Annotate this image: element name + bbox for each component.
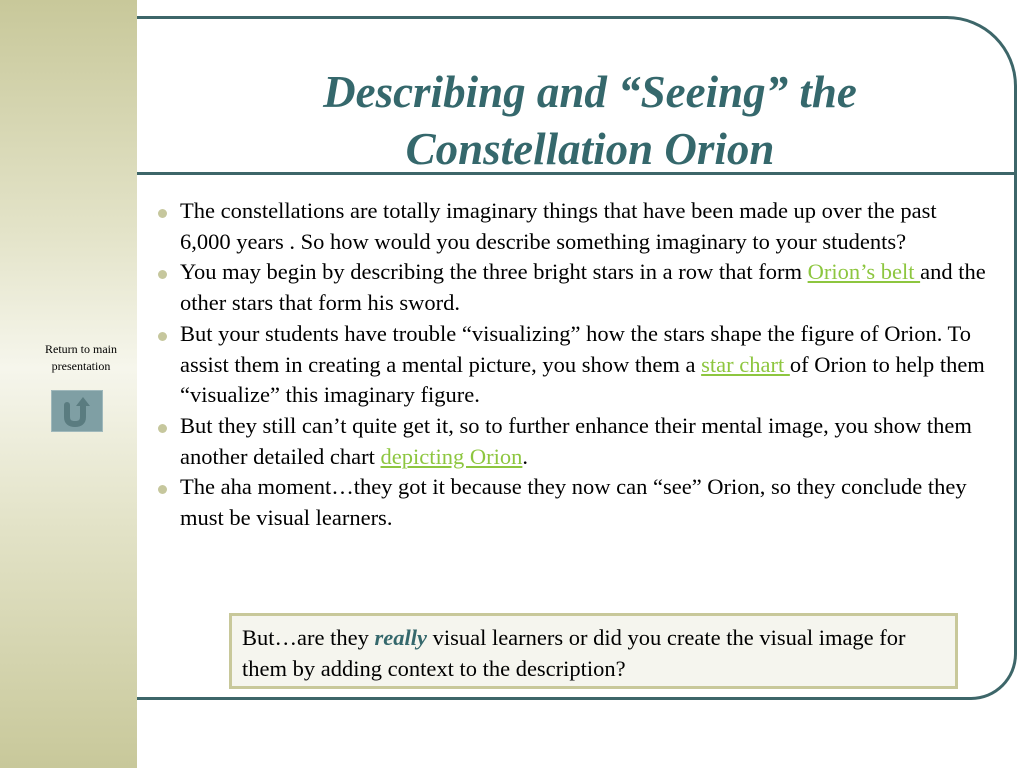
return-to-main-button[interactable] <box>51 390 103 432</box>
bullet-item <box>156 319 986 411</box>
bullet-text: of Orion to help them “visualize” this imaginary figure. <box>180 351 985 408</box>
sidebar-panel <box>0 0 137 768</box>
u-turn-arrow-icon <box>52 391 102 431</box>
bullet-item <box>156 257 986 318</box>
bullet-dot-icon <box>158 332 167 341</box>
bullet-dot-icon <box>158 270 167 279</box>
bullet-text: You may begin by describing the three bright stars in a row that form <box>180 259 808 285</box>
bullet-text: But they still can’t quite get it, so to further enhance their mental image, you show them another detailed chart <box>180 412 972 469</box>
depicting-orion-link[interactable]: depicting Orion <box>380 443 523 469</box>
callout-box <box>229 613 958 689</box>
page-title <box>200 64 980 178</box>
callout-text: visual learners or did you create the visual image for them by adding context to the description? <box>242 625 906 681</box>
title-line-2: Constellation Orion <box>405 124 775 174</box>
return-label: Return to main presentation <box>45 342 117 373</box>
bullet-item <box>156 411 986 472</box>
bullet-item <box>156 196 986 257</box>
callout-emphasis: really <box>374 625 427 650</box>
callout-text: But…are they <box>242 625 375 650</box>
orions-belt-link[interactable]: Orion’s belt <box>807 259 921 285</box>
bullet-item <box>156 472 986 533</box>
bullet-text: But your students have trouble “visualizing” how the stars shape the figure of Orion. To assist them in creating a mental picture, you show them a <box>180 320 971 377</box>
bullet-text: The aha moment…they got it because they now can “see” Orion, so they conclude they must be visual learners. <box>180 474 967 531</box>
title-line-1: Describing and “Seeing” the <box>323 67 857 117</box>
bullet-text: . <box>522 443 529 469</box>
bullet-dot-icon <box>158 424 167 433</box>
star-chart-link[interactable]: star chart <box>701 351 790 377</box>
bullet-list <box>156 196 986 534</box>
bullet-text: The constellations are totally imaginary things that have been made up over the past 6,000 years . So how would you describe something imaginary to your students? <box>180 198 937 254</box>
bullet-dot-icon <box>158 485 167 494</box>
bullet-dot-icon <box>158 209 167 218</box>
bullet-text: and the other stars that form his sword. <box>180 259 986 316</box>
